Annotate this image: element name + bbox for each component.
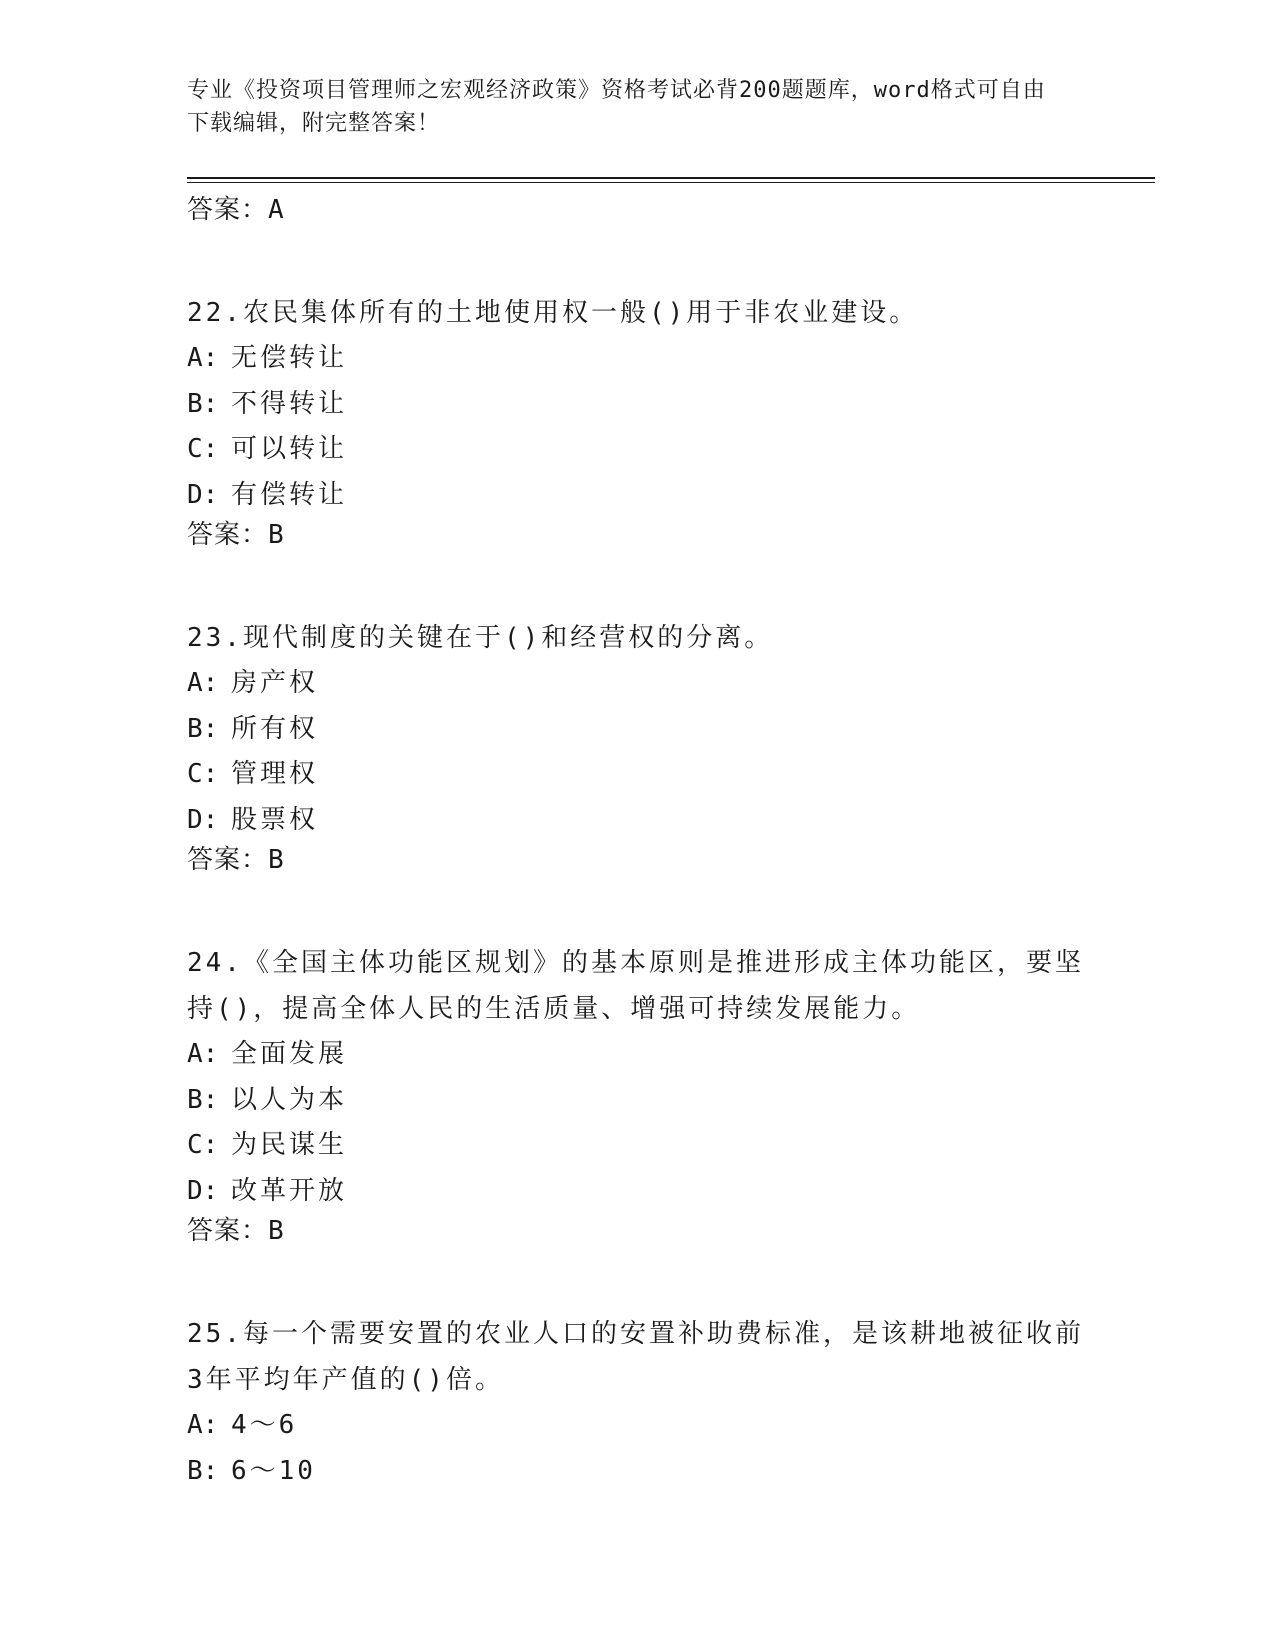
question-list (187, 193, 1087, 1494)
option-key: B: (187, 388, 219, 419)
option-text: 为民谋生 (231, 1130, 348, 1160)
answer-line (187, 843, 1087, 877)
option-key: C: (187, 1130, 219, 1160)
option-a (187, 1032, 1087, 1078)
option-key: D: (187, 804, 219, 835)
option-text: 房产权 (231, 668, 319, 698)
document-header: 专业《投资项目管理师之宏观经济政策》资格考试必背200题题库，word格式可自由下载编辑，附完整答案！ (187, 78, 1046, 136)
option-text: 不得转让 (231, 388, 348, 419)
question-text: 每一个需要安置的农业人口的安置补助费标准，是该耕地被征收前3年平均年产值的()倍。 (187, 1319, 1084, 1395)
option-c (187, 427, 1087, 473)
answer-value: B (268, 520, 285, 550)
option-b (187, 1449, 1087, 1495)
option-text: 以人为本 (231, 1084, 348, 1115)
option-a (187, 661, 1087, 707)
answer-label: 答案： (187, 845, 269, 875)
answer-label: 答案： (187, 195, 269, 225)
option-key: C: (187, 434, 219, 464)
option-key: A: (187, 343, 219, 373)
option-key: B: (187, 1084, 219, 1115)
option-text: 股票权 (231, 804, 319, 835)
option-text: 管理权 (231, 759, 319, 789)
question-text: 《全国主体功能区规划》的基本原则是推进形成主体功能区，要坚持()，提高全体人民的生活质量、增强可持续发展能力。 (187, 948, 1084, 1024)
option-key: A: (187, 1410, 219, 1440)
answer-line (187, 1214, 1087, 1248)
option-key: B: (187, 1455, 219, 1486)
question-number: 23. (187, 623, 243, 653)
option-text: 可以转让 (231, 434, 348, 464)
option-text: 6～10 (231, 1455, 316, 1486)
option-b (187, 1078, 1087, 1124)
option-key: A: (187, 668, 219, 698)
option-d (187, 473, 1087, 519)
spacer (187, 552, 1087, 610)
option-d (187, 1169, 1087, 1215)
option-a (187, 1403, 1087, 1449)
answer-label: 答案： (187, 1216, 269, 1246)
option-key: C: (187, 759, 219, 789)
option-c (187, 1123, 1087, 1169)
question-text: 现代制度的关键在于()和经营权的分离。 (242, 623, 774, 653)
answer-label: 答案： (187, 520, 269, 550)
option-b (187, 707, 1087, 753)
header-rule-thick (187, 177, 1155, 179)
option-key: D: (187, 1175, 219, 1206)
option-text: 无偿转让 (231, 343, 348, 373)
option-text: 全面发展 (231, 1039, 348, 1069)
question-number: 25. (187, 1319, 243, 1349)
answer-value: B (268, 1216, 285, 1246)
option-text: 所有权 (231, 713, 319, 744)
option-text: 有偿转让 (231, 479, 348, 510)
option-c (187, 752, 1087, 798)
question-text: 农民集体所有的土地使用权一般()用于非农业建设。 (242, 298, 919, 328)
spacer (187, 1248, 1087, 1306)
question-25 (187, 1311, 1087, 1403)
option-a (187, 336, 1087, 382)
question-23 (187, 615, 1087, 661)
answer-value: B (268, 845, 285, 875)
question-22 (187, 290, 1087, 336)
question-number: 24. (187, 948, 243, 978)
option-text: 4～6 (231, 1410, 298, 1440)
option-key: B: (187, 713, 219, 744)
answer-line (187, 193, 1087, 227)
option-b (187, 382, 1087, 428)
question-24 (187, 940, 1087, 1032)
spacer (187, 877, 1087, 935)
spacer (187, 227, 1087, 285)
option-key: A: (187, 1039, 219, 1069)
header-rule-thin (187, 182, 1155, 183)
option-d (187, 798, 1087, 844)
option-key: D: (187, 479, 219, 510)
option-text: 改革开放 (231, 1175, 348, 1206)
answer-line (187, 518, 1087, 552)
answer-value: A (268, 195, 285, 225)
question-number: 22. (187, 298, 243, 328)
